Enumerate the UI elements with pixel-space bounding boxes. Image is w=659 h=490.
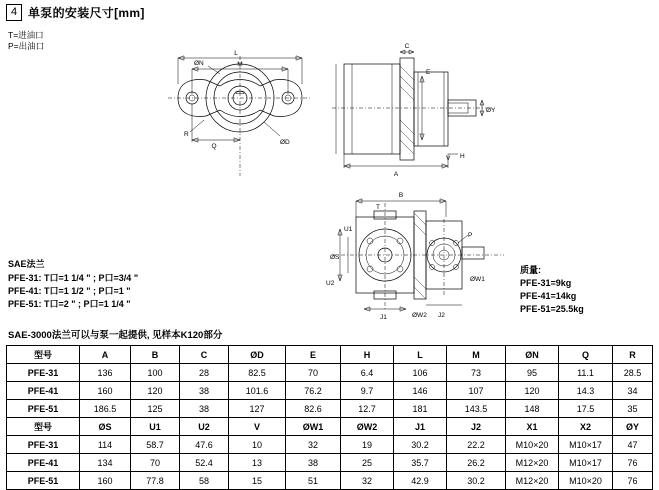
bottom-view-drawing [318,185,518,325]
cell: 70 [286,364,341,382]
cell: M12×20 [506,454,559,472]
svg-text:ØD: ØD [280,139,290,146]
cell: 35 [613,400,653,418]
cell: 34 [613,382,653,400]
weight-line-3: PFE-51=25.5kg [520,304,584,314]
table-row [7,382,653,400]
sae-flange-block [8,258,138,311]
cell: 17.5 [559,400,613,418]
cell-model: PFE-41 [7,454,80,472]
col-header: R [613,346,653,364]
cell: 101.6 [229,382,286,400]
cell: 42.9 [394,472,447,490]
cell: 125 [131,400,180,418]
flange-note: SAE-3000法兰可以与泵一起提供, 见样本K120部分 [8,330,223,341]
cell: 114 [80,436,131,454]
page-title: 单泵的安装尺寸[mm] [28,6,145,20]
col-header: E [286,346,341,364]
cell: 76 [613,472,653,490]
cell: 13 [229,454,286,472]
section-number: 4 [6,4,22,21]
cell: 82.5 [229,364,286,382]
cell: 136 [80,364,131,382]
col-header: ØD [229,346,286,364]
cell: 160 [80,382,131,400]
cell-model: PFE-31 [7,436,80,454]
cell: 52.4 [180,454,229,472]
cell: 181 [394,400,447,418]
cell: 51 [286,472,341,490]
cell: 47.6 [180,436,229,454]
cell: 14.3 [559,382,613,400]
svg-text:ØS: ØS [330,254,340,261]
col-header: X2 [559,418,613,436]
cell: 28.5 [613,364,653,382]
sae-line-1: PFE-31: T口=1 1/4 " ; P口=3/4 " [8,273,139,283]
col-header: Q [559,346,613,364]
cell: M12×20 [506,472,559,490]
col-header: J2 [447,418,506,436]
dimension-table-2 [6,417,653,490]
sae-title: SAE法兰 [8,259,45,269]
svg-text:J1: J1 [380,314,387,321]
cell: 148 [506,400,559,418]
cell: 6.4 [341,364,394,382]
cell: 76.2 [286,382,341,400]
cell: 134 [80,454,131,472]
col-header: U1 [131,418,180,436]
weight-line-1: PFE-31=9kg [520,278,572,288]
col-header: X1 [506,418,559,436]
cell: 120 [131,382,180,400]
cell: 38 [180,382,229,400]
cell: 26.2 [447,454,506,472]
cell: 32 [286,436,341,454]
svg-text:H: H [460,153,465,160]
svg-text:ØW1: ØW1 [470,276,485,283]
cell: 12.7 [341,400,394,418]
col-header: B [131,346,180,364]
col-header: M [447,346,506,364]
cell: 15 [229,472,286,490]
cell: 25 [341,454,394,472]
page-header [6,4,145,21]
sae-line-2: PFE-41: T口=1 1/2 " ; P口=1 " [8,286,131,296]
cell: 58 [180,472,229,490]
cell: 95 [506,364,559,382]
col-header: U2 [180,418,229,436]
cell: 9.7 [341,382,394,400]
cell: 35.7 [394,454,447,472]
cell: 73 [447,364,506,382]
cell: M10×17 [559,436,613,454]
front-view-drawing [160,36,320,181]
svg-text:U2: U2 [326,280,335,287]
table-row [7,400,653,418]
cell: 22.2 [447,436,506,454]
table-header-row [7,418,653,436]
cell: 30.2 [394,436,447,454]
weight-block [520,264,584,316]
cell: 28 [180,364,229,382]
cell: 32 [341,472,394,490]
cell: 30.2 [447,472,506,490]
svg-text:J2: J2 [438,312,445,319]
cell: M10×17 [559,454,613,472]
col-header: J1 [394,418,447,436]
cell-model: PFE-51 [7,400,80,418]
cell: 10 [229,436,286,454]
col-header: ØS [80,418,131,436]
cell-model: PFE-41 [7,382,80,400]
col-header: V [229,418,286,436]
col-header: A [80,346,131,364]
cell: M10×20 [559,472,613,490]
svg-text:P: P [468,232,473,239]
cell: 143.5 [447,400,506,418]
svg-text:ØY: ØY [486,107,496,114]
svg-text:M: M [237,61,243,68]
cell: 38 [286,454,341,472]
table-row [7,364,653,382]
cell: 146 [394,382,447,400]
col-header: 型号 [7,418,80,436]
cell: 120 [506,382,559,400]
table-row [7,436,653,454]
col-header: C [180,346,229,364]
cell-model: PFE-31 [7,364,80,382]
col-header: L [394,346,447,364]
col-header: ØY [613,418,653,436]
svg-text:ØN: ØN [194,60,204,67]
cell: 76 [613,454,653,472]
cell: 107 [447,382,506,400]
cell: 82.6 [286,400,341,418]
table-header-row [7,346,653,364]
cell: 70 [131,454,180,472]
cell: M10×20 [506,436,559,454]
port-legend [8,30,44,52]
svg-text:U1: U1 [344,226,353,233]
col-header: ØW2 [341,418,394,436]
svg-text:L: L [234,50,238,57]
svg-text:V: V [446,155,451,162]
cell: 47 [613,436,653,454]
table-row [7,454,653,472]
svg-text:Q: Q [211,143,217,150]
svg-text:ØW2: ØW2 [412,312,427,319]
svg-text:R: R [184,131,189,138]
col-header: H [341,346,394,364]
col-header: ØW1 [286,418,341,436]
cell-model: PFE-51 [7,472,80,490]
cell: 186.5 [80,400,131,418]
cell: 160 [80,472,131,490]
svg-text:C: C [404,43,410,50]
cell: 127 [229,400,286,418]
legend-line-2: P=出油口 [8,41,45,51]
cell: 38 [180,400,229,418]
cell: 58.7 [131,436,180,454]
side-view-drawing [322,36,502,181]
weight-line-2: PFE-41=14kg [520,291,577,301]
cell: 100 [131,364,180,382]
weight-title: 质量: [520,265,541,275]
svg-text:B: B [398,192,404,199]
svg-text:A: A [393,171,399,178]
svg-text:T: T [376,204,380,211]
sae-line-3: PFE-51: T口=2 " ; P口=1 1/4 " [8,299,131,309]
cell: 106 [394,364,447,382]
cell: 77.8 [131,472,180,490]
col-header: 型号 [7,346,80,364]
dimension-table-1 [6,345,653,418]
cell: 11.1 [559,364,613,382]
cell: 19 [341,436,394,454]
legend-line-1: T=进油口 [8,30,44,40]
col-header: ØN [506,346,559,364]
svg-text:E: E [426,69,431,76]
